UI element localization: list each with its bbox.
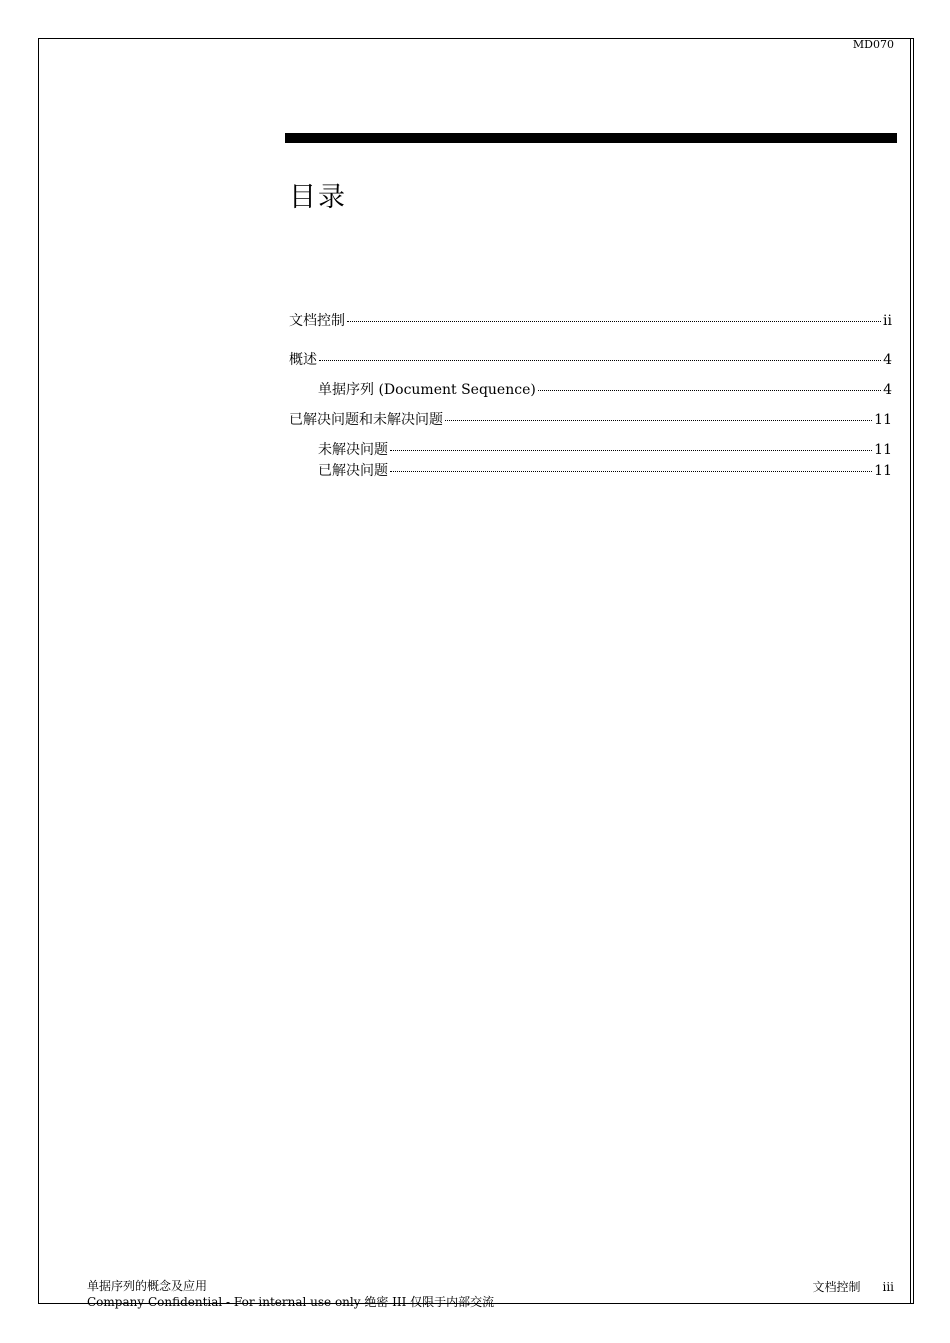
toc-entry-page: 11 (874, 412, 892, 428)
toc-entry-label: 已解决问题和未解决问题 (289, 412, 443, 428)
dot-leader (538, 390, 881, 391)
page-border-double-line (910, 38, 911, 1304)
document-code: MD070 (852, 38, 894, 51)
dot-leader (390, 471, 872, 472)
toc-entry-open-issues[interactable] (289, 439, 892, 460)
heading-rule (285, 133, 897, 143)
toc-entry-document-control[interactable] (289, 310, 892, 331)
toc-entry-page: 4 (883, 352, 892, 368)
toc-entry-page: 11 (874, 463, 892, 479)
footer-left (87, 1278, 494, 1310)
dot-leader (319, 360, 881, 361)
dot-leader (445, 420, 872, 421)
dot-leader (390, 450, 872, 451)
footer-page-number: iii (882, 1280, 894, 1294)
toc-entry-page: 11 (874, 442, 892, 458)
footer-document-title: 单据序列的概念及应用 (87, 1279, 208, 1293)
toc-entry-label: 概述 (289, 352, 317, 368)
toc-entry-document-sequence[interactable] (289, 379, 892, 400)
table-of-contents (289, 310, 892, 481)
toc-entry-overview[interactable] (289, 349, 892, 370)
toc-entry-page: 4 (883, 382, 892, 398)
page-border (38, 38, 914, 1304)
toc-entry-label: 已解决问题 (318, 463, 388, 479)
dot-leader (347, 321, 881, 322)
page-title: 目录 (289, 182, 347, 213)
toc-entry-issues[interactable] (289, 409, 892, 430)
footer-confidential-notice: Company Confidential - For internal use only 绝密 III 仅限于内部交流 (87, 1295, 495, 1309)
toc-entry-label: 未解决问题 (318, 442, 388, 458)
footer-section: 文档控制 (812, 1280, 861, 1294)
toc-entry-label: 单据序列 (Document Sequence) (318, 382, 536, 398)
toc-entry-closed-issues[interactable] (289, 460, 892, 481)
toc-entry-page: ii (883, 313, 892, 329)
toc-entry-label: 文档控制 (289, 313, 345, 329)
footer-right (812, 1278, 894, 1295)
